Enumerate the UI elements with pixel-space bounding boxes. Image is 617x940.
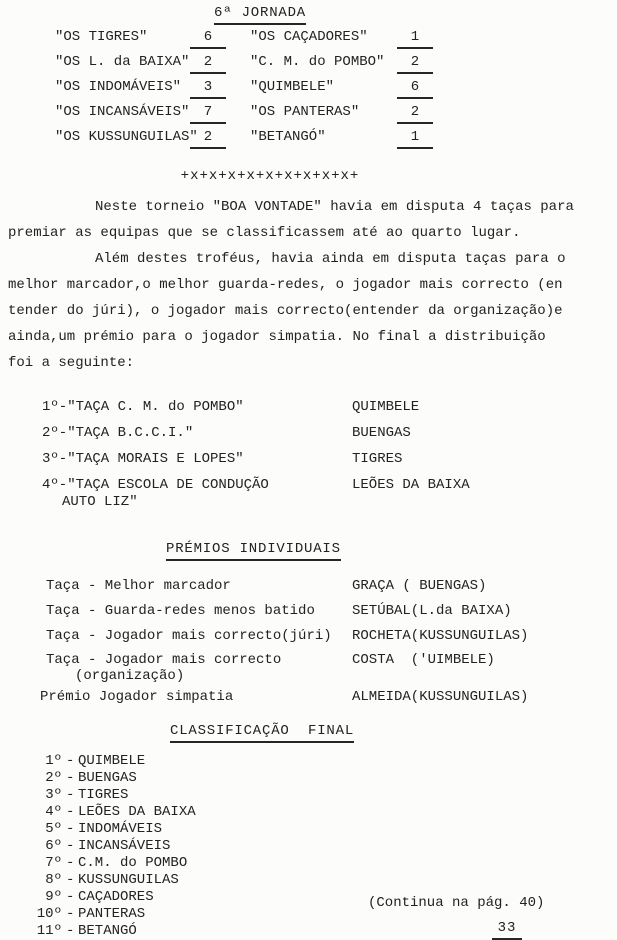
standing-position: 11º bbox=[36, 923, 62, 939]
award-label: Prémio Jogador simpatia bbox=[40, 689, 234, 705]
paragraph-line: ainda,um prémio para o jogador simpatia. No final a distribuição bbox=[8, 329, 546, 345]
away-team-name: "BETANGÓ" bbox=[250, 129, 326, 145]
home-team-score: 7 bbox=[190, 103, 226, 124]
standing-row bbox=[0, 871, 617, 888]
trophy-label: 1º-"TAÇA C. M. do POMBO" bbox=[42, 399, 244, 415]
standing-team: CAÇADORES bbox=[78, 889, 154, 905]
award-winner: ALMEIDA(KUSSUNGUILAS) bbox=[352, 689, 529, 705]
away-team-name: "QUIMBELE" bbox=[250, 79, 335, 95]
award-label: Taça - Jogador mais correcto bbox=[46, 652, 282, 668]
standing-row bbox=[0, 820, 617, 837]
away-team-score: 2 bbox=[397, 103, 433, 124]
home-team-score: 3 bbox=[190, 78, 226, 99]
standing-position: 1º bbox=[45, 753, 62, 769]
award-label: Taça - Guarda-redes menos batido bbox=[46, 603, 315, 619]
jornada-heading: 6ª JORNADA bbox=[214, 4, 306, 25]
standing-dash: - bbox=[66, 753, 75, 769]
trophy-winner: BUENGAS bbox=[352, 425, 411, 441]
award-winner: ROCHETA(KUSSUNGUILAS) bbox=[352, 628, 529, 644]
standing-team: BUENGAS bbox=[78, 770, 137, 786]
trophy-label: 2º-"TAÇA B.C.C.I." bbox=[42, 425, 194, 441]
continuation-note: (Continua na pág. 40) bbox=[368, 895, 545, 911]
page-number: 33 bbox=[492, 919, 522, 940]
standing-position: 8º bbox=[45, 872, 62, 888]
separator-ornament: +x+x+x+x+x+x+x+x+x+ bbox=[180, 168, 360, 184]
paragraph-line: Neste torneio "BOA VONTADE" havia em disputa 4 taças para bbox=[95, 199, 574, 215]
standing-team: LEÕES DA BAIXA bbox=[78, 804, 196, 820]
home-team-score: 2 bbox=[190, 128, 226, 149]
standing-dash: - bbox=[66, 804, 75, 820]
standing-position: 10º bbox=[36, 906, 62, 922]
standing-row bbox=[0, 769, 617, 786]
standing-dash: - bbox=[66, 787, 75, 803]
standing-position: 6º bbox=[45, 838, 62, 854]
match-row bbox=[0, 28, 617, 50]
standing-position: 4º bbox=[45, 804, 62, 820]
standing-dash: - bbox=[66, 872, 75, 888]
home-team-name: "OS L. da BAIXA" bbox=[55, 54, 190, 70]
standing-team: PANTERAS bbox=[78, 906, 146, 922]
standing-team: KUSSUNGUILAS bbox=[78, 872, 179, 888]
individual-awards-heading: PRÉMIOS INDIVIDUAIS bbox=[166, 540, 341, 561]
standing-dash: - bbox=[66, 838, 75, 854]
home-team-score: 6 bbox=[190, 28, 226, 49]
trophy-winner: LEÕES DA BAIXA bbox=[352, 477, 470, 493]
standing-position: 2º bbox=[45, 770, 62, 786]
standing-team: INDOMÁVEIS bbox=[78, 821, 163, 837]
award-label-line2: (organização) bbox=[75, 668, 185, 684]
away-team-score: 2 bbox=[397, 53, 433, 74]
standing-row bbox=[0, 803, 617, 820]
home-team-name: "OS INCANSÁVEIS" bbox=[55, 104, 190, 120]
away-team-name: "C. M. do POMBO" bbox=[250, 54, 385, 70]
paragraph-line: premiar as equipas que se classificassem até ao quarto lugar. bbox=[8, 225, 521, 241]
standing-position: 9º bbox=[45, 889, 62, 905]
match-row bbox=[0, 128, 617, 150]
paragraph-line: Além destes troféus, havia ainda em disputa taças para o bbox=[95, 251, 566, 267]
trophy-label: 3º-"TAÇA MORAIS E LOPES" bbox=[42, 451, 244, 467]
standing-dash: - bbox=[66, 923, 75, 939]
standing-dash: - bbox=[66, 889, 75, 905]
standing-team: C.M. do POMBO bbox=[78, 855, 188, 871]
intro-paragraphs bbox=[8, 194, 608, 376]
home-team-name: "OS KUSSUNGUILAS" bbox=[55, 129, 198, 145]
trophy-winner: TIGRES bbox=[352, 451, 403, 467]
match-row bbox=[0, 53, 617, 75]
standing-row bbox=[0, 854, 617, 871]
standing-team: TIGRES bbox=[78, 787, 129, 803]
home-team-score: 2 bbox=[190, 53, 226, 74]
standing-dash: - bbox=[66, 770, 75, 786]
standing-row bbox=[0, 786, 617, 803]
trophy-winner: QUIMBELE bbox=[352, 399, 420, 415]
final-standings-heading: CLASSIFICAÇÃO FINAL bbox=[170, 722, 354, 743]
home-team-name: "OS INDOMÁVEIS" bbox=[55, 79, 182, 95]
standing-position: 5º bbox=[45, 821, 62, 837]
standing-position: 3º bbox=[45, 787, 62, 803]
award-label: Taça - Jogador mais correcto(júri) bbox=[46, 628, 332, 644]
award-label: Taça - Melhor marcador bbox=[46, 578, 231, 594]
standing-team: QUIMBELE bbox=[78, 753, 146, 769]
award-winner: GRAÇA ( BUENGAS) bbox=[352, 578, 487, 594]
trophy-label: 4º-"TAÇA ESCOLA DE CONDUÇÃO bbox=[42, 477, 269, 493]
paragraph-line: melhor marcador,o melhor guarda-redes, o jogador mais correcto (en bbox=[8, 277, 563, 293]
award-winner: COSTA ('UIMBELE) bbox=[352, 652, 495, 668]
trophy-label-line2: AUTO LIZ" bbox=[62, 494, 138, 510]
standing-dash: - bbox=[66, 821, 75, 837]
standing-row bbox=[0, 837, 617, 854]
away-team-score: 6 bbox=[397, 78, 433, 99]
standing-dash: - bbox=[66, 855, 75, 871]
standing-dash: - bbox=[66, 906, 75, 922]
match-row bbox=[0, 103, 617, 125]
away-team-name: "OS PANTERAS" bbox=[250, 104, 360, 120]
away-team-score: 1 bbox=[397, 28, 433, 49]
award-winner: SETÚBAL(L.da BAIXA) bbox=[352, 603, 512, 619]
home-team-name: "OS TIGRES" bbox=[55, 29, 148, 45]
standing-row bbox=[0, 922, 617, 939]
paragraph-line: foi a seguinte: bbox=[8, 355, 135, 371]
standing-row bbox=[0, 752, 617, 769]
away-team-score: 1 bbox=[397, 128, 433, 149]
paragraph-line: tender do júri), o jogador mais correcto(entender da organização)e bbox=[8, 303, 563, 319]
match-row bbox=[0, 78, 617, 100]
standing-team: BETANGÓ bbox=[78, 923, 137, 939]
away-team-name: "OS CAÇADORES" bbox=[250, 29, 368, 45]
standing-team: INCANSÁVEIS bbox=[78, 838, 171, 854]
standing-position: 7º bbox=[45, 855, 62, 871]
